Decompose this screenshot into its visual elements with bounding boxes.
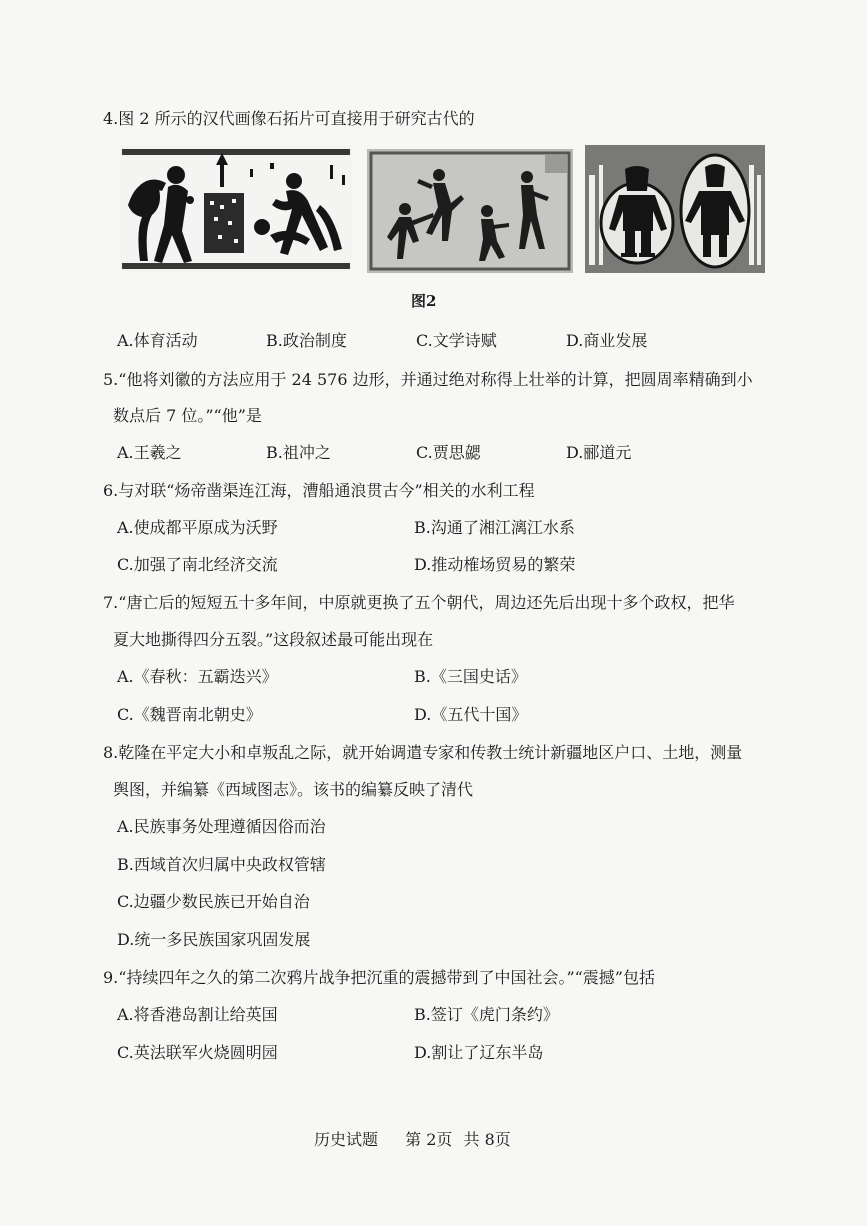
q6-option-a[interactable]: A.使成都平原成为沃野	[117, 518, 278, 537]
figure-2	[120, 145, 760, 275]
question-7-stem-line1: 7.“唐亡后的短短五十多年间，中原就更换了五个朝代，周边还先后出现十多个政权，把华	[103, 593, 735, 612]
figure-2-panel-ball-game	[120, 145, 352, 273]
q6-option-d[interactable]: D.推动榷场贸易的繁荣	[414, 555, 576, 574]
page-footer	[314, 1127, 533, 1150]
q8-option-a[interactable]: A.民族事务处理遵循因俗而治	[117, 817, 326, 836]
figure-2-panel-rope-skipping	[585, 145, 765, 273]
q8-option-b[interactable]: B.西域首次归属中央政权管辖	[117, 855, 326, 874]
q7-option-b[interactable]: B.《三国史话》	[414, 667, 527, 686]
figure-2-panel-dancers	[367, 149, 573, 273]
q4-option-b[interactable]: B.政治制度	[266, 331, 347, 350]
question-5-stem-line2: 数点后 7 位。”“他”是	[113, 406, 262, 425]
question-5-stem-line1: 5.“他将刘徽的方法应用于 24 576 边形，并通过绝对称得上壮举的计算，把圆周率精确到小	[103, 370, 753, 389]
question-7-stem-line2: 夏大地撕得四分五裂。”这段叙述最可能出现在	[113, 630, 434, 649]
q7-option-d[interactable]: D.《五代十国》	[414, 705, 528, 724]
q4-option-d[interactable]: D.商业发展	[566, 331, 648, 350]
q9-option-b[interactable]: B.签订《虎门条约》	[414, 1005, 559, 1024]
q7-option-a[interactable]: A.《春秋：五霸迭兴》	[117, 667, 278, 686]
q6-option-b[interactable]: B.沟通了湘江漓江水系	[414, 518, 575, 537]
q6-option-c[interactable]: C.加强了南北经济交流	[117, 555, 278, 574]
rubbing-image-rope-skipping	[585, 145, 765, 273]
q8-option-c[interactable]: C.边疆少数民族已开始自治	[117, 892, 310, 911]
question-4-stem: 4.图 2 所示的汉代画像石拓片可直接用于研究古代的	[103, 109, 475, 128]
footer-total-pages: 共 8页	[463, 1130, 511, 1149]
footer-subject: 历史试题	[314, 1130, 379, 1149]
q9-option-c[interactable]: C.英法联军火烧圆明园	[117, 1043, 278, 1062]
footer-page-number: 第 2页	[405, 1130, 453, 1149]
question-9-stem: 9.“持续四年之久的第二次鸦片战争把沉重的震撼带到了中国社会。”“震撼”包括	[103, 968, 655, 987]
q9-option-d[interactable]: D.割让了辽东半岛	[414, 1043, 544, 1062]
question-6-stem: 6.与对联“炀帝凿渠连江海，漕船通浪贯古今”相关的水利工程	[103, 481, 535, 500]
q9-option-a[interactable]: A.将香港岛割让给英国	[117, 1005, 278, 1024]
question-8-stem-line1: 8.乾隆在平定大小和卓叛乱之际，就开始调遣专家和传教士统计新疆地区户口、土地，测量	[103, 743, 743, 762]
q5-option-c[interactable]: C.贾思勰	[416, 443, 481, 462]
q5-option-b[interactable]: B.祖冲之	[266, 443, 331, 462]
q4-option-c[interactable]: C.文学诗赋	[416, 331, 497, 350]
question-8-stem-line2: 舆图，并编纂《西域图志》。该书的编纂反映了清代	[113, 780, 474, 799]
figure-2-caption: 图2	[411, 292, 437, 310]
rubbing-image-ball-game	[120, 145, 352, 273]
rubbing-image-dancers	[367, 149, 573, 273]
q5-option-d[interactable]: D.郦道元	[566, 443, 632, 462]
q7-option-c[interactable]: C.《魏晋南北朝史》	[117, 705, 262, 724]
q8-option-d[interactable]: D.统一多民族国家巩固发展	[117, 930, 311, 949]
q5-option-a[interactable]: A.王羲之	[117, 443, 182, 462]
q4-option-a[interactable]: A.体育活动	[117, 331, 198, 350]
